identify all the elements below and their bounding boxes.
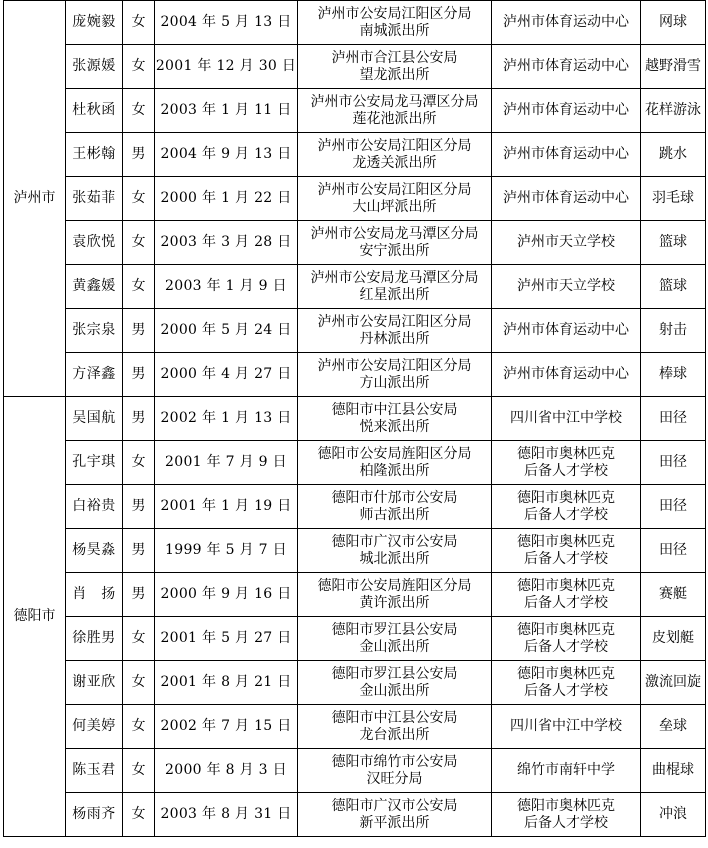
- dob-cell: 2001 年 1 月 19 日: [155, 485, 298, 529]
- school-cell: [492, 221, 641, 265]
- name-cell: 黄鑫媛: [66, 265, 123, 309]
- dob-cell: 2001 年 12 月 30 日: [155, 45, 298, 89]
- police-cell: [298, 793, 492, 837]
- gender-cell: 男: [123, 309, 155, 353]
- police-line: 泸州市公安局龙马潭区分局: [310, 93, 479, 110]
- police-line: 泸州市公安局江阳区分局: [317, 357, 472, 374]
- table-row: [4, 1, 706, 45]
- school-cell: [492, 573, 641, 617]
- sport-cell: 篮球: [641, 265, 706, 309]
- table-row: [4, 397, 706, 441]
- school-cell: [492, 265, 641, 309]
- school-line: 泸州市天立学校: [517, 278, 615, 294]
- table-row: [4, 617, 706, 661]
- school-line: 四川省中江中学校: [510, 410, 622, 426]
- name-cell: 杨昊淼: [66, 529, 123, 573]
- police-line: 德阳市什邡市公安局: [331, 489, 458, 506]
- table-row: [4, 89, 706, 133]
- dob-cell: 2004 年 5 月 13 日: [155, 1, 298, 45]
- police-line: 德阳市绵竹市公安局: [331, 753, 458, 770]
- gender-cell: 男: [123, 397, 155, 441]
- police-line: 安宁派出所: [359, 242, 430, 259]
- table-row: [4, 177, 706, 221]
- school-line: 泸州市体育运动中心: [503, 14, 629, 30]
- police-line: 泸州市公安局龙马潭区分局: [310, 269, 479, 286]
- police-line: 德阳市中江县公安局: [331, 709, 458, 726]
- police-line: 汉旺分局: [366, 770, 423, 787]
- gender-cell: 男: [123, 485, 155, 529]
- police-cell: [298, 705, 492, 749]
- name-cell: 谢亚欣: [66, 661, 123, 705]
- police-cell: [298, 485, 492, 529]
- police-cell: [298, 353, 492, 397]
- police-line: 方山派出所: [359, 374, 430, 391]
- gender-cell: 男: [123, 573, 155, 617]
- school-line: 泸州市体育运动中心: [503, 146, 629, 162]
- table-row: [4, 705, 706, 749]
- gender-cell: 女: [123, 617, 155, 661]
- sport-cell: 冲浪: [641, 793, 706, 837]
- police-line: 泸州市公安局江阳区分局: [317, 181, 472, 198]
- school-line: 德阳市奥林匹克: [517, 621, 615, 638]
- police-cell: [298, 133, 492, 177]
- name-cell: 袁欣悦: [66, 221, 123, 265]
- gender-cell: 女: [123, 749, 155, 793]
- name-cell: 张源媛: [66, 45, 123, 89]
- name-cell: 肖 扬: [66, 573, 123, 617]
- school-line: 德阳市奥林匹克: [517, 489, 615, 506]
- school-line: 德阳市奥林匹克: [517, 445, 615, 462]
- police-cell: [298, 529, 492, 573]
- sport-cell: 曲棍球: [641, 749, 706, 793]
- dob-cell: 1999 年 5 月 7 日: [155, 529, 298, 573]
- school-cell: [492, 89, 641, 133]
- school-cell: [492, 749, 641, 793]
- sport-cell: 羽毛球: [641, 177, 706, 221]
- police-cell: [298, 265, 492, 309]
- police-cell: [298, 617, 492, 661]
- school-cell: [492, 617, 641, 661]
- dob-cell: 2000 年 5 月 24 日: [155, 309, 298, 353]
- gender-cell: 女: [123, 265, 155, 309]
- school-line: 德阳市奥林匹克: [517, 533, 615, 550]
- sport-cell: 跳水: [641, 133, 706, 177]
- sport-cell: 田径: [641, 441, 706, 485]
- name-cell: 王彬翰: [66, 133, 123, 177]
- table-row: [4, 485, 706, 529]
- name-cell: 杜秋函: [66, 89, 123, 133]
- school-cell: [492, 529, 641, 573]
- police-line: 德阳市罗江县公安局: [331, 621, 458, 638]
- dob-cell: 2002 年 1 月 13 日: [155, 397, 298, 441]
- school-cell: [492, 441, 641, 485]
- school-cell: [492, 177, 641, 221]
- police-line: 金山派出所: [359, 638, 430, 655]
- gender-cell: 男: [123, 529, 155, 573]
- table-row: [4, 353, 706, 397]
- police-line: 黄许派出所: [359, 594, 430, 611]
- table-row: [4, 793, 706, 837]
- gender-cell: 女: [123, 1, 155, 45]
- sport-cell: 田径: [641, 485, 706, 529]
- police-line: 德阳市公安局旌阳区分局: [317, 577, 472, 594]
- police-line: 新平派出所: [359, 814, 430, 831]
- name-cell: 方泽鑫: [66, 353, 123, 397]
- name-cell: 庞婉毅: [66, 1, 123, 45]
- school-line: 四川省中江中学校: [510, 718, 622, 734]
- police-line: 金山派出所: [359, 682, 430, 699]
- table-row: [4, 441, 706, 485]
- name-cell: 杨雨齐: [66, 793, 123, 837]
- table-row: [4, 573, 706, 617]
- school-cell: [492, 793, 641, 837]
- table-row: [4, 661, 706, 705]
- name-cell: 何美婷: [66, 705, 123, 749]
- athlete-table-body: [4, 1, 706, 837]
- police-cell: [298, 749, 492, 793]
- police-line: 城北派出所: [359, 550, 430, 567]
- police-cell: [298, 45, 492, 89]
- police-cell: [298, 1, 492, 45]
- school-line: 后备人才学校: [524, 814, 608, 831]
- police-line: 德阳市广汉市公安局: [331, 533, 458, 550]
- police-line: 德阳市中江县公安局: [331, 401, 458, 418]
- sport-cell: 越野滑雪: [641, 45, 706, 89]
- school-cell: [492, 485, 641, 529]
- gender-cell: 女: [123, 45, 155, 89]
- school-cell: [492, 353, 641, 397]
- police-line: 德阳市广汉市公安局: [331, 797, 458, 814]
- police-line: 红星派出所: [359, 286, 430, 303]
- sport-cell: 激流回旋: [641, 661, 706, 705]
- school-cell: [492, 45, 641, 89]
- dob-cell: 2000 年 1 月 22 日: [155, 177, 298, 221]
- dob-cell: 2002 年 7 月 15 日: [155, 705, 298, 749]
- school-line: 后备人才学校: [524, 682, 608, 699]
- dob-cell: 2000 年 4 月 27 日: [155, 353, 298, 397]
- gender-cell: 女: [123, 89, 155, 133]
- police-line: 望龙派出所: [359, 66, 430, 83]
- police-line: 德阳市罗江县公安局: [331, 665, 458, 682]
- dob-cell: 2003 年 1 月 9 日: [155, 265, 298, 309]
- school-line: 后备人才学校: [524, 594, 608, 611]
- table-row: [4, 529, 706, 573]
- school-line: 泸州市天立学校: [517, 234, 615, 250]
- police-line: 悦来派出所: [359, 418, 430, 435]
- police-cell: [298, 573, 492, 617]
- police-line: 柏隆派出所: [359, 462, 430, 479]
- police-line: 泸州市公安局江阳区分局: [317, 137, 472, 154]
- dob-cell: 2003 年 1 月 11 日: [155, 89, 298, 133]
- school-cell: [492, 705, 641, 749]
- school-line: 后备人才学校: [524, 462, 608, 479]
- school-cell: [492, 397, 641, 441]
- school-line: 泸州市体育运动中心: [503, 190, 629, 206]
- gender-cell: 女: [123, 705, 155, 749]
- table-row: [4, 265, 706, 309]
- gender-cell: 女: [123, 441, 155, 485]
- city-cell: 泸州市: [4, 1, 66, 397]
- school-line: 德阳市奥林匹克: [517, 665, 615, 682]
- police-line: 泸州市公安局江阳区分局: [317, 5, 472, 22]
- police-line: 龙透关派出所: [352, 154, 437, 171]
- dob-cell: 2000 年 9 月 16 日: [155, 573, 298, 617]
- police-line: 南城派出所: [359, 22, 430, 39]
- police-cell: [298, 441, 492, 485]
- name-cell: 张茹菲: [66, 177, 123, 221]
- gender-cell: 女: [123, 177, 155, 221]
- school-cell: [492, 133, 641, 177]
- name-cell: 徐胜男: [66, 617, 123, 661]
- gender-cell: 女: [123, 221, 155, 265]
- gender-cell: 男: [123, 133, 155, 177]
- name-cell: 张宗泉: [66, 309, 123, 353]
- school-line: 德阳市奥林匹克: [517, 797, 615, 814]
- school-line: 泸州市体育运动中心: [503, 322, 629, 338]
- dob-cell: 2003 年 8 月 31 日: [155, 793, 298, 837]
- police-line: 龙台派出所: [359, 726, 430, 743]
- athlete-table: [3, 0, 706, 837]
- school-line: 泸州市体育运动中心: [503, 102, 629, 118]
- table-row: [4, 45, 706, 89]
- school-cell: [492, 1, 641, 45]
- gender-cell: 女: [123, 793, 155, 837]
- school-cell: [492, 309, 641, 353]
- table-row: [4, 133, 706, 177]
- police-cell: [298, 89, 492, 133]
- police-line: 德阳市公安局旌阳区分局: [317, 445, 472, 462]
- dob-cell: 2001 年 8 月 21 日: [155, 661, 298, 705]
- police-line: 师古派出所: [359, 506, 430, 523]
- school-line: 后备人才学校: [524, 506, 608, 523]
- police-cell: [298, 221, 492, 265]
- school-line: 后备人才学校: [524, 638, 608, 655]
- city-cell: 德阳市: [4, 397, 66, 837]
- sport-cell: 皮划艇: [641, 617, 706, 661]
- sport-cell: 田径: [641, 529, 706, 573]
- school-line: 泸州市体育运动中心: [503, 58, 629, 74]
- sport-cell: 田径: [641, 397, 706, 441]
- name-cell: 孔宇琪: [66, 441, 123, 485]
- table-row: [4, 749, 706, 793]
- table-row: [4, 221, 706, 265]
- dob-cell: 2001 年 7 月 9 日: [155, 441, 298, 485]
- table-row: [4, 309, 706, 353]
- school-line: 泸州市体育运动中心: [503, 366, 629, 382]
- dob-cell: 2003 年 3 月 28 日: [155, 221, 298, 265]
- police-line: 莲花池派出所: [352, 110, 437, 127]
- sport-cell: 赛艇: [641, 573, 706, 617]
- name-cell: 白裕贵: [66, 485, 123, 529]
- police-line: 泸州市公安局龙马潭区分局: [310, 225, 479, 242]
- dob-cell: 2004 年 9 月 13 日: [155, 133, 298, 177]
- gender-cell: 男: [123, 353, 155, 397]
- dob-cell: 2000 年 8 月 3 日: [155, 749, 298, 793]
- sport-cell: 棒球: [641, 353, 706, 397]
- sport-cell: 花样游泳: [641, 89, 706, 133]
- police-cell: [298, 397, 492, 441]
- police-line: 泸州市合江县公安局: [331, 49, 458, 66]
- police-line: 泸州市公安局江阳区分局: [317, 313, 472, 330]
- police-line: 丹林派出所: [359, 330, 430, 347]
- police-cell: [298, 661, 492, 705]
- gender-cell: 女: [123, 661, 155, 705]
- police-line: 大山坪派出所: [352, 198, 437, 215]
- police-cell: [298, 309, 492, 353]
- school-line: 绵竹市南轩中学: [517, 762, 615, 778]
- name-cell: 陈玉君: [66, 749, 123, 793]
- school-line: 德阳市奥林匹克: [517, 577, 615, 594]
- sport-cell: 射击: [641, 309, 706, 353]
- sport-cell: 网球: [641, 1, 706, 45]
- school-line: 后备人才学校: [524, 550, 608, 567]
- sport-cell: 篮球: [641, 221, 706, 265]
- police-cell: [298, 177, 492, 221]
- dob-cell: 2001 年 5 月 27 日: [155, 617, 298, 661]
- sport-cell: 垒球: [641, 705, 706, 749]
- name-cell: 吴国航: [66, 397, 123, 441]
- school-cell: [492, 661, 641, 705]
